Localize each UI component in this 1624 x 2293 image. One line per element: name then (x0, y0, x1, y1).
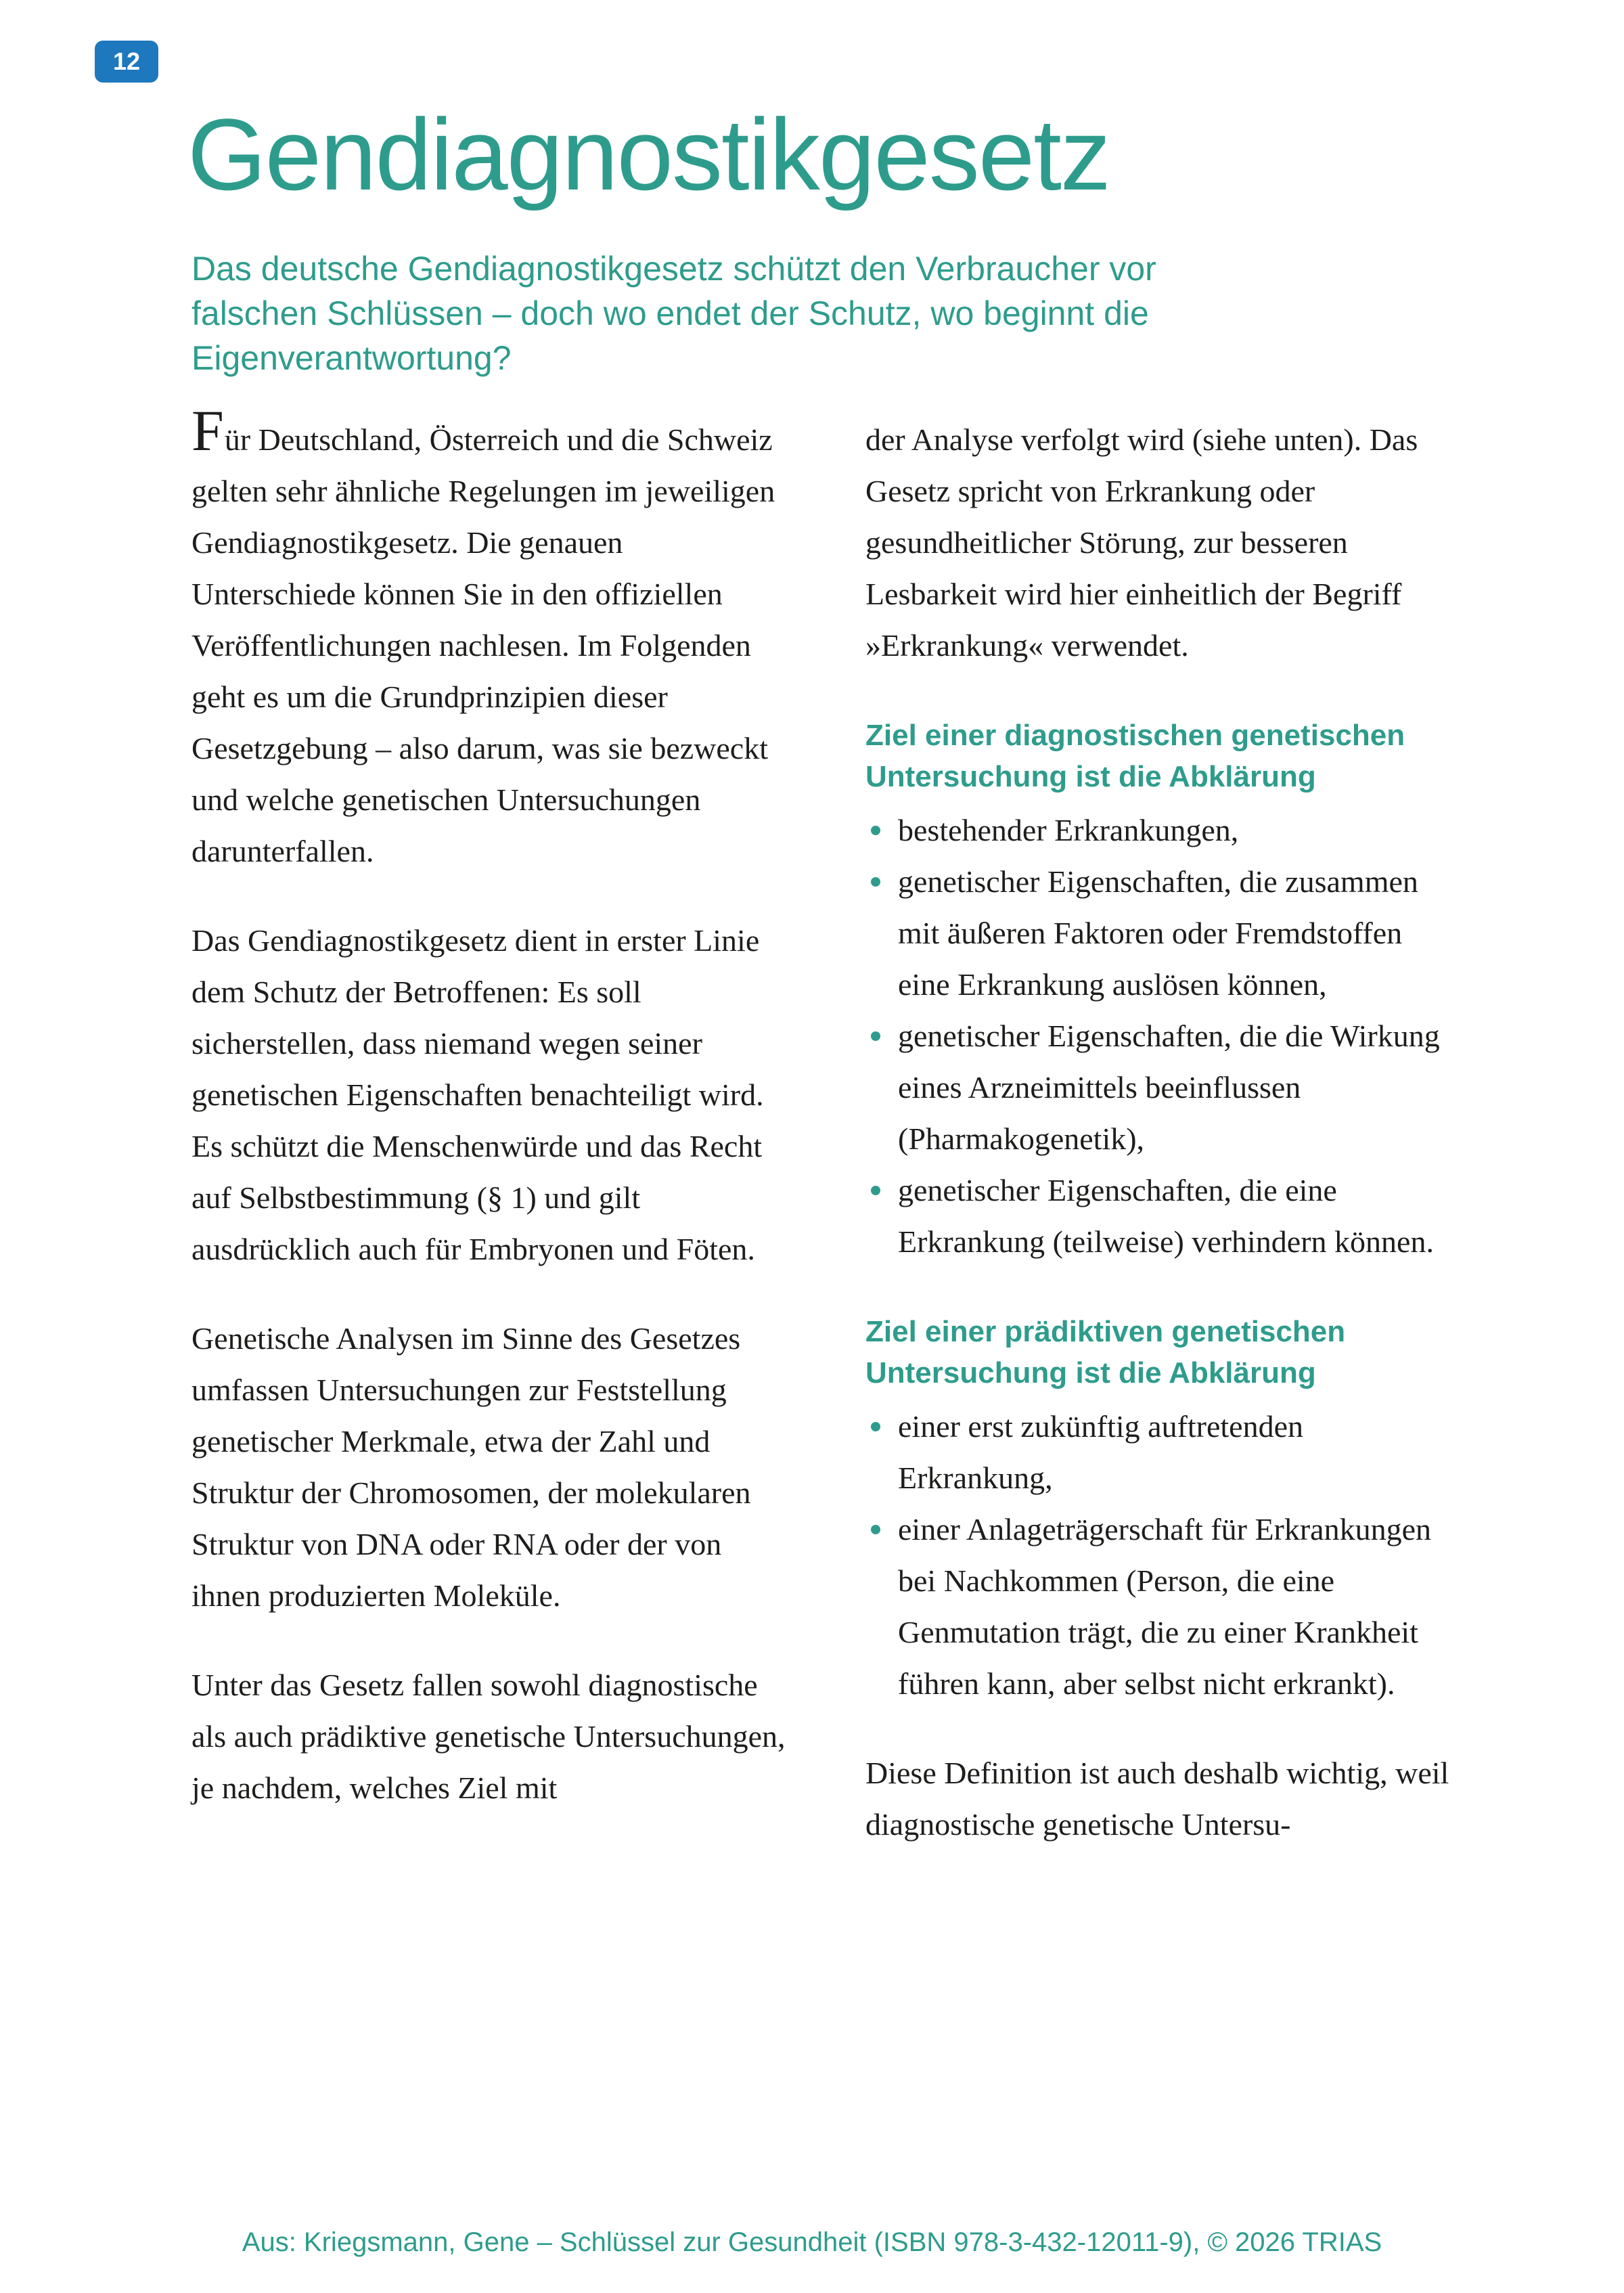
paragraph-text: ür Deutschland, Österreich und die Schweiz gelten sehr ähnliche Regelungen im jeweiligen Gendiagnostikgesetz. Die genauen Unterschiede können Sie in den offiziellen Veröffentlichungen nachlesen. Im Folgenden geht es um die Grundprinzipien dieser Gesetzgebung – also darum, was sie bezweckt und welche genetischen Untersuchungen darunterfallen. (191, 422, 775, 868)
two-column-body (191, 397, 1462, 1850)
bullet-list-predictive (865, 1401, 1461, 1710)
paragraph: der Analyse verfolgt wird (siehe unten). Das Gesetz spricht von Erkrankung oder gesundheitlicher Störung, zur besseren Lesbarkeit wird hier einheitlich der Begriff »Erkrankung« verwendet. (865, 422, 1418, 663)
right-column (865, 414, 1461, 1850)
page-content (0, 97, 1624, 1850)
list-item: bestehender Erkrankungen, (865, 805, 1461, 856)
list-item: genetischer Eigenschaften, die zusammen mit äußeren Faktoren oder Fremdstoffen eine Erkrankung auslösen können, (865, 856, 1461, 1010)
bullet-list-diagnostic (865, 805, 1461, 1268)
paragraph: Genetische Analysen im Sinne des Gesetzes umfassen Untersuchungen zur Feststellung genetischer Merkmale, etwa der Zahl und Struktur der Chromosomen, der molekularen Struktur von DNA oder RNA oder der von ihnen produzierten Moleküle. (191, 1320, 751, 1613)
chapter-title: Gendiagnostikgesetz (187, 97, 1110, 211)
paragraph: Diese Definition ist auch deshalb wichtig, weil diagnostische genetische Untersu- (865, 1755, 1449, 1842)
left-column (191, 397, 787, 1850)
footer-credit: Aus: Kriegsmann, Gene – Schlüssel zur Gesundheit (ISBN 978-3-432-12011-9), © 2026 TRIAS (242, 2227, 1382, 2257)
paragraph: Unter das Gesetz fallen sowohl diagnostische als auch prädiktive genetische Untersuchungen, je nachdem, welches Ziel mit (191, 1667, 786, 1805)
section-heading-diagnostic: Ziel einer diagnostischen genetischen Untersuchung ist die Abklärung (865, 718, 1405, 794)
page-number-badge (95, 41, 158, 83)
list-item: einer Anlageträgerschaft für Erkrankungen bei Nachkommen (Person, die eine Genmutation trägt, die zu einer Krankheit führen kann, aber selbst nicht erkrankt). (865, 1504, 1461, 1710)
list-item: genetischer Eigenschaften, die eine Erkrankung (teilweise) verhindern können. (865, 1165, 1461, 1268)
lead-paragraph: Das deutsche Gendiagnostikgesetz schützt den Verbraucher vor falschen Schlüssen – doch wo endet der Schutz, wo beginnt die Eigenverantwortung? (191, 249, 1156, 377)
list-item: genetischer Eigenschaften, die die Wirkung eines Arzneimittels beeinflussen (Pharmakogenetik), (865, 1010, 1461, 1165)
page-number: 12 (112, 47, 141, 75)
drop-cap: F (191, 397, 225, 463)
list-item: einer erst zukünftig auftretenden Erkrankung, (865, 1401, 1461, 1504)
section-heading-predictive: Ziel einer prädiktiven genetischen Untersuchung ist die Abklärung (865, 1314, 1346, 1390)
paragraph (191, 397, 787, 877)
paragraph: Das Gendiagnostikgesetz dient in erster Linie dem Schutz der Betroffenen: Es soll sicherstellen, dass niemand wegen seiner genetischen Eigenschaften benachteiligt wird. Es schützt die Menschenwürde und das Recht auf Selbstbestimmung (§ 1) und gilt ausdrücklich auch für Embryonen und Föten. (191, 922, 764, 1266)
